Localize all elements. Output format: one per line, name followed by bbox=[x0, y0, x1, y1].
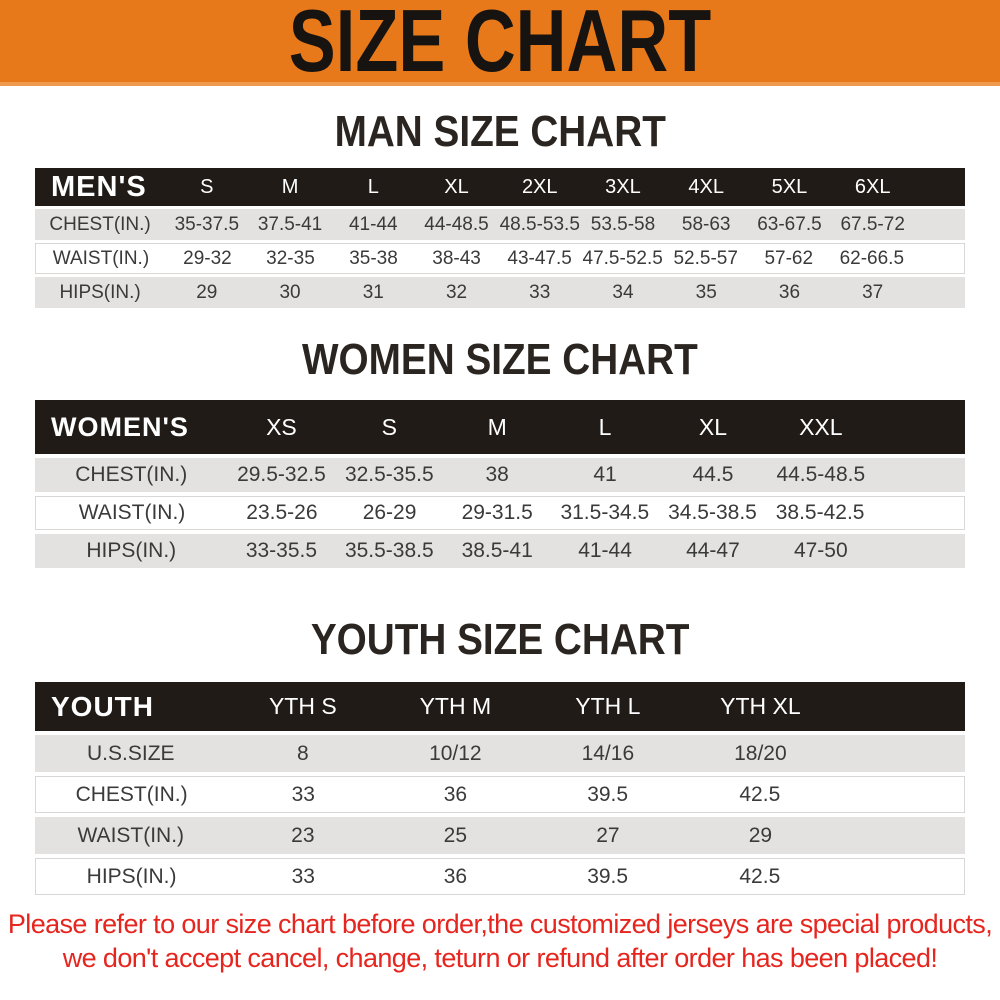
value-cell: 44-47 bbox=[686, 539, 740, 562]
value-cell: 44.5-48.5 bbox=[776, 463, 866, 486]
value-cell: 33 bbox=[291, 782, 315, 806]
value-cell: 10/12 bbox=[429, 741, 482, 765]
row-label-cell: CHEST(IN.) bbox=[49, 213, 151, 235]
size-header-cell: XXL bbox=[799, 413, 843, 440]
heading-youth-size-chart bbox=[0, 615, 1000, 664]
value-cell: 37 bbox=[862, 281, 884, 303]
value-cell: 29-32 bbox=[183, 247, 232, 269]
table-title-cell: YOUTH bbox=[51, 690, 154, 722]
size-header-cell: YTH S bbox=[268, 693, 337, 719]
value-cell: 33-35.5 bbox=[245, 539, 318, 562]
row-label-cell: CHEST(IN.) bbox=[75, 782, 188, 806]
value-cell: 58-63 bbox=[681, 213, 731, 235]
table-row bbox=[35, 496, 965, 530]
value-cell: 43-47.5 bbox=[507, 247, 572, 269]
value-cell: 42.5 bbox=[739, 864, 781, 888]
size-header-cell: 5XL bbox=[771, 175, 808, 198]
value-cell: 63-67.5 bbox=[757, 213, 822, 235]
value-cell: 33 bbox=[291, 864, 315, 888]
value-cell: 32-35 bbox=[266, 247, 315, 269]
row-label-cell: CHEST(IN.) bbox=[75, 463, 188, 486]
value-cell: 35.5-38.5 bbox=[344, 539, 434, 562]
value-cell: 31 bbox=[362, 281, 384, 303]
value-cell: 38.5-42.5 bbox=[775, 501, 865, 524]
value-cell: 26-29 bbox=[362, 501, 417, 524]
value-cell: 36 bbox=[778, 281, 801, 303]
size-header-cell: YTH L bbox=[575, 693, 641, 719]
row-label-cell: HIPS(IN.) bbox=[86, 864, 177, 888]
row-label-cell: HIPS(IN.) bbox=[86, 539, 177, 562]
value-cell: 32 bbox=[445, 281, 468, 303]
table-header-row bbox=[35, 168, 965, 206]
row-label-cell: U.S.SIZE bbox=[87, 741, 175, 765]
size-header-cell: L bbox=[598, 413, 612, 440]
heading-women-size-chart-text: WOMEN SIZE CHART bbox=[302, 335, 698, 384]
table-header-row bbox=[35, 400, 965, 454]
heading-women-size-chart bbox=[0, 335, 1000, 384]
value-cell: 41-44 bbox=[578, 539, 632, 562]
value-cell: 39.5 bbox=[587, 782, 629, 806]
value-cell: 31.5-34.5 bbox=[560, 501, 650, 524]
heading-man-size-chart bbox=[0, 107, 1000, 156]
value-cell: 47-50 bbox=[793, 539, 848, 562]
size-header-cell: XS bbox=[266, 413, 297, 440]
value-cell: 62-66.5 bbox=[839, 247, 905, 269]
heading-youth-size-chart-text: YOUTH SIZE CHART bbox=[310, 615, 690, 664]
size-header-cell: YTH M bbox=[419, 693, 492, 719]
section-men bbox=[0, 107, 1000, 308]
value-cell: 23.5-26 bbox=[246, 501, 318, 524]
value-cell: 67.5-72 bbox=[840, 213, 905, 235]
table-row bbox=[35, 858, 965, 895]
value-cell: 41-44 bbox=[348, 213, 398, 235]
size-header-cell: XL bbox=[444, 175, 469, 198]
section-women bbox=[0, 335, 1000, 568]
size-header-cell: YTH XL bbox=[720, 693, 801, 719]
table-row bbox=[35, 817, 965, 854]
youth-size-table bbox=[35, 682, 965, 895]
value-cell: 23 bbox=[291, 823, 315, 847]
size-header-cell: S bbox=[381, 413, 397, 440]
value-cell: 29 bbox=[196, 281, 218, 303]
value-cell: 35-37.5 bbox=[174, 213, 240, 235]
size-header-cell: XL bbox=[698, 413, 727, 440]
order-notice-line-2: we don't accept cancel, change, teturn or refund after order has been placed! bbox=[62, 943, 938, 974]
value-cell: 38-43 bbox=[432, 247, 481, 269]
value-cell: 37.5-41 bbox=[257, 213, 323, 235]
size-header-cell: 6XL bbox=[854, 175, 891, 198]
table-row bbox=[35, 243, 965, 274]
value-cell: 30 bbox=[279, 281, 301, 303]
row-label-cell: WAIST(IN.) bbox=[52, 247, 150, 269]
women-size-table bbox=[35, 400, 965, 568]
value-cell: 29 bbox=[748, 823, 773, 847]
order-notice bbox=[0, 907, 1000, 975]
row-label-cell: WAIST(IN.) bbox=[77, 823, 185, 847]
size-header-cell: 2XL bbox=[521, 175, 558, 198]
size-chart-banner bbox=[0, 0, 1000, 90]
table-row bbox=[35, 776, 965, 813]
value-cell: 33 bbox=[529, 281, 551, 303]
value-cell: 8 bbox=[296, 741, 309, 765]
banner-title: SIZE CHART bbox=[288, 0, 712, 90]
order-notice-line-1: Please refer to our size chart before order,the customized jerseys are special products, bbox=[7, 909, 993, 939]
table-row bbox=[35, 458, 965, 492]
value-cell: 36 bbox=[443, 864, 468, 888]
section-youth bbox=[0, 615, 1000, 895]
value-cell: 35 bbox=[695, 281, 717, 303]
value-cell: 41 bbox=[593, 463, 617, 486]
table-header-row bbox=[35, 682, 965, 731]
table-title-cell: WOMEN'S bbox=[51, 411, 189, 442]
value-cell: 35-38 bbox=[349, 247, 398, 269]
size-header-cell: 3XL bbox=[605, 175, 641, 198]
value-cell: 48.5-53.5 bbox=[499, 213, 580, 235]
table-row bbox=[35, 277, 965, 308]
value-cell: 52.5-57 bbox=[673, 247, 738, 269]
value-cell: 14/16 bbox=[581, 741, 635, 765]
row-label-cell: HIPS(IN.) bbox=[59, 281, 141, 303]
value-cell: 18/20 bbox=[734, 741, 787, 765]
value-cell: 29.5-32.5 bbox=[237, 463, 326, 486]
value-cell: 27 bbox=[596, 823, 620, 847]
value-cell: 44.5 bbox=[692, 463, 734, 486]
table-row bbox=[35, 735, 965, 772]
value-cell: 47.5-52.5 bbox=[582, 247, 663, 269]
value-cell: 39.5 bbox=[587, 864, 629, 888]
value-cell: 53.5-58 bbox=[590, 213, 656, 235]
men-size-table bbox=[35, 168, 965, 308]
value-cell: 34.5-38.5 bbox=[668, 501, 757, 524]
value-cell: 42.5 bbox=[739, 782, 781, 806]
size-header-cell: 4XL bbox=[688, 175, 724, 198]
table-title-cell: MEN'S bbox=[51, 170, 147, 203]
value-cell: 34 bbox=[612, 281, 634, 303]
value-cell: 29-31.5 bbox=[461, 501, 533, 524]
heading-man-size-chart-text: MAN SIZE CHART bbox=[334, 107, 666, 156]
size-header-cell: M bbox=[487, 413, 507, 440]
table-row bbox=[35, 534, 965, 568]
value-cell: 38.5-41 bbox=[461, 539, 533, 562]
size-header-cell: M bbox=[281, 175, 299, 198]
value-cell: 57-62 bbox=[764, 247, 814, 269]
value-cell: 44-48.5 bbox=[424, 213, 489, 235]
table-row bbox=[35, 209, 965, 240]
value-cell: 38 bbox=[485, 463, 509, 486]
size-header-cell: L bbox=[367, 175, 379, 198]
value-cell: 25 bbox=[443, 823, 468, 847]
size-header-cell: S bbox=[200, 175, 214, 198]
row-label-cell: WAIST(IN.) bbox=[78, 501, 186, 524]
value-cell: 32.5-35.5 bbox=[344, 463, 434, 486]
value-cell: 36 bbox=[443, 782, 468, 806]
